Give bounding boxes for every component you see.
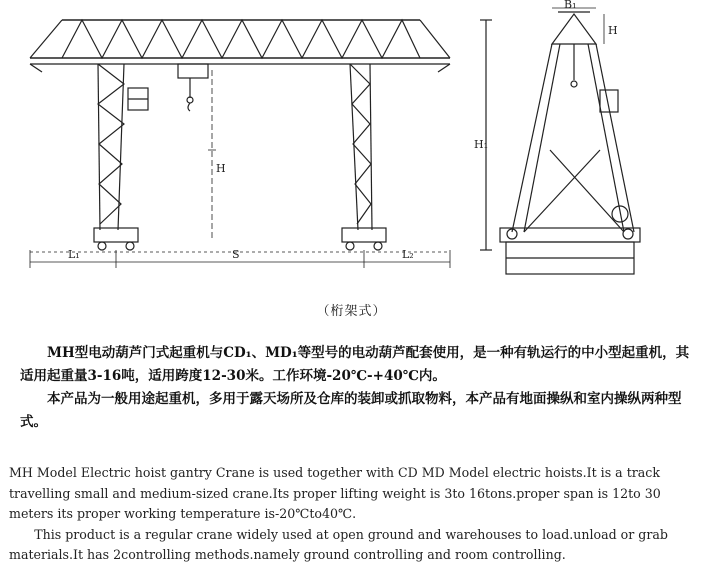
dim-label-h: H [216,162,226,175]
english-paragraph-1: MH Model Electric hoist gantry Crane is used together with CD MD Model electric hoists.It is a track travelling small and medium-sized crane.Its proper lifting weight is 3to 16tons.proper span is 12to 30 meters its proper working temperature is-20℃to40℃. [9,465,661,521]
english-description [9,463,699,566]
dim-label-l2: L₂ [402,248,414,261]
chinese-paragraph-2: 本产品为一般用途起重机，多用于露天场所及仓库的装卸或抓取物料，本产品有地面操纵和室内操纵两种型式。 [20,391,682,430]
chinese-description [20,342,692,434]
truss-girder [30,20,450,72]
dim-label-l1: L₁ [68,248,80,261]
dim-label-s: S [232,248,240,261]
chinese-paragraph-1: MH型电动葫芦门式起重机与CD₁、MD₁等型号的电动葫芦配套使用，是一种有轨运行的中小型起重机，其适用起重量3-16吨，适用跨度12-30米。工作环境-20℃-+40℃内。 [20,345,690,384]
end-carriages [94,228,386,250]
right-leg [350,64,372,230]
dim-label-h1: H₁ [474,138,489,151]
english-paragraph-2: This product is a regular crane widely used at open ground and warehouses to load.unload or grab materials.It has 2controlling methods.namely ground controlling and room controlling. [9,526,668,562]
left-leg [98,64,148,230]
dim-label-h-top: H [608,24,618,37]
dim-label-b1: B₁ [564,0,577,11]
side-view [480,8,640,274]
dimension-lines [30,70,450,268]
figure-caption: （桁架式） [316,304,387,319]
hoist-trolley [178,64,208,111]
